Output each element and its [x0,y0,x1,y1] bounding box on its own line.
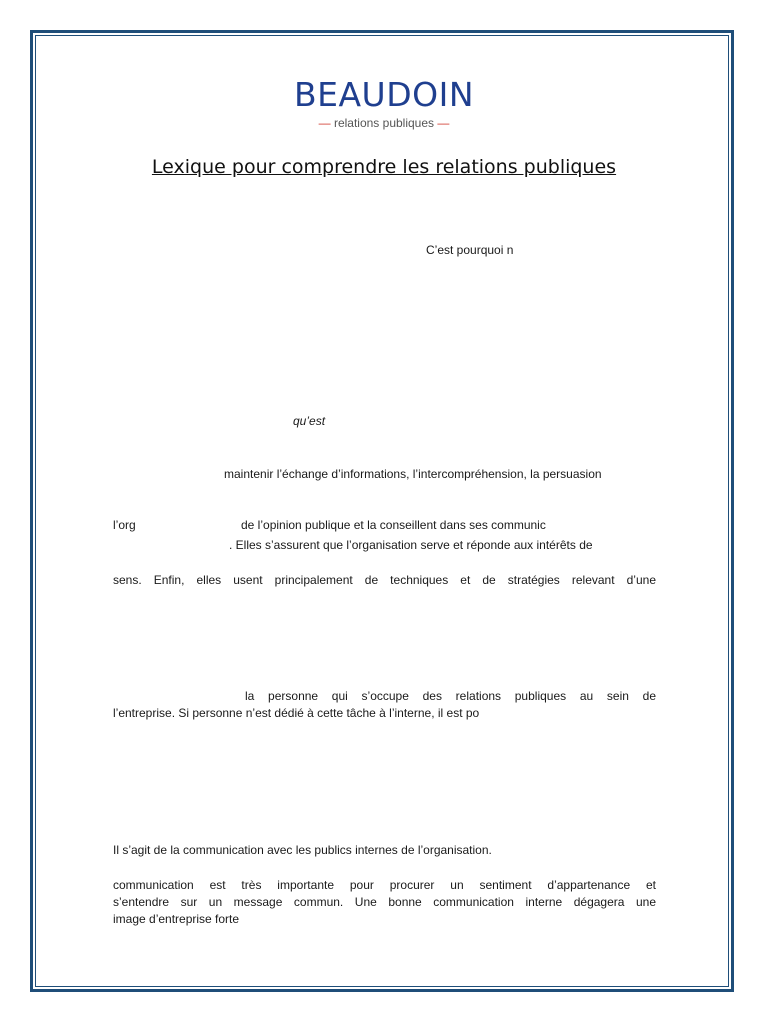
text-line-3: maintenir l’échange d’informations, l’intercompréhension, la persuasion [224,467,602,481]
logo-name: BEAUDOIN [293,75,475,114]
logo-tagline [0,116,768,130]
document-title: Lexique pour comprendre les relations publiques [151,156,617,178]
company-logo [0,76,768,130]
text-line-6: sens. Enfin, elles usent principalement de techniques et de stratégies relevant d’une [113,573,656,587]
text-line-8: l’entreprise. Si personne n’est dédié à cette tâche à l’interne, il est po [113,706,480,720]
text-line-7: la personne qui s’occupe des relations publiques au sein de [245,689,656,703]
logo-dash-right: — [437,116,450,130]
text-line-5: . Elles s’assurent que l’organisation serve et réponde aux intérêts de [229,538,593,552]
text-line-12: image d’entreprise forte [113,912,240,926]
text-line-10: communication est très importante pour procurer un sentiment d’appartenance et [113,878,656,892]
text-line-9: Il s’agit de la communication avec les publics internes de l’organisation. [113,843,492,857]
logo-dash-left: — [318,116,331,130]
logo-tagline-text: relations publiques [333,116,435,130]
text-line-4a: l’org [113,518,136,532]
text-line-4b: de l’opinion publique et la conseillent dans ses communic [241,518,546,532]
text-line-11: s’entendre sur un message commun. Une bonne communication interne dégagera une [113,895,656,909]
text-line-1: C’est pourquoi n [426,243,514,257]
text-line-2: qu’est [293,414,326,428]
